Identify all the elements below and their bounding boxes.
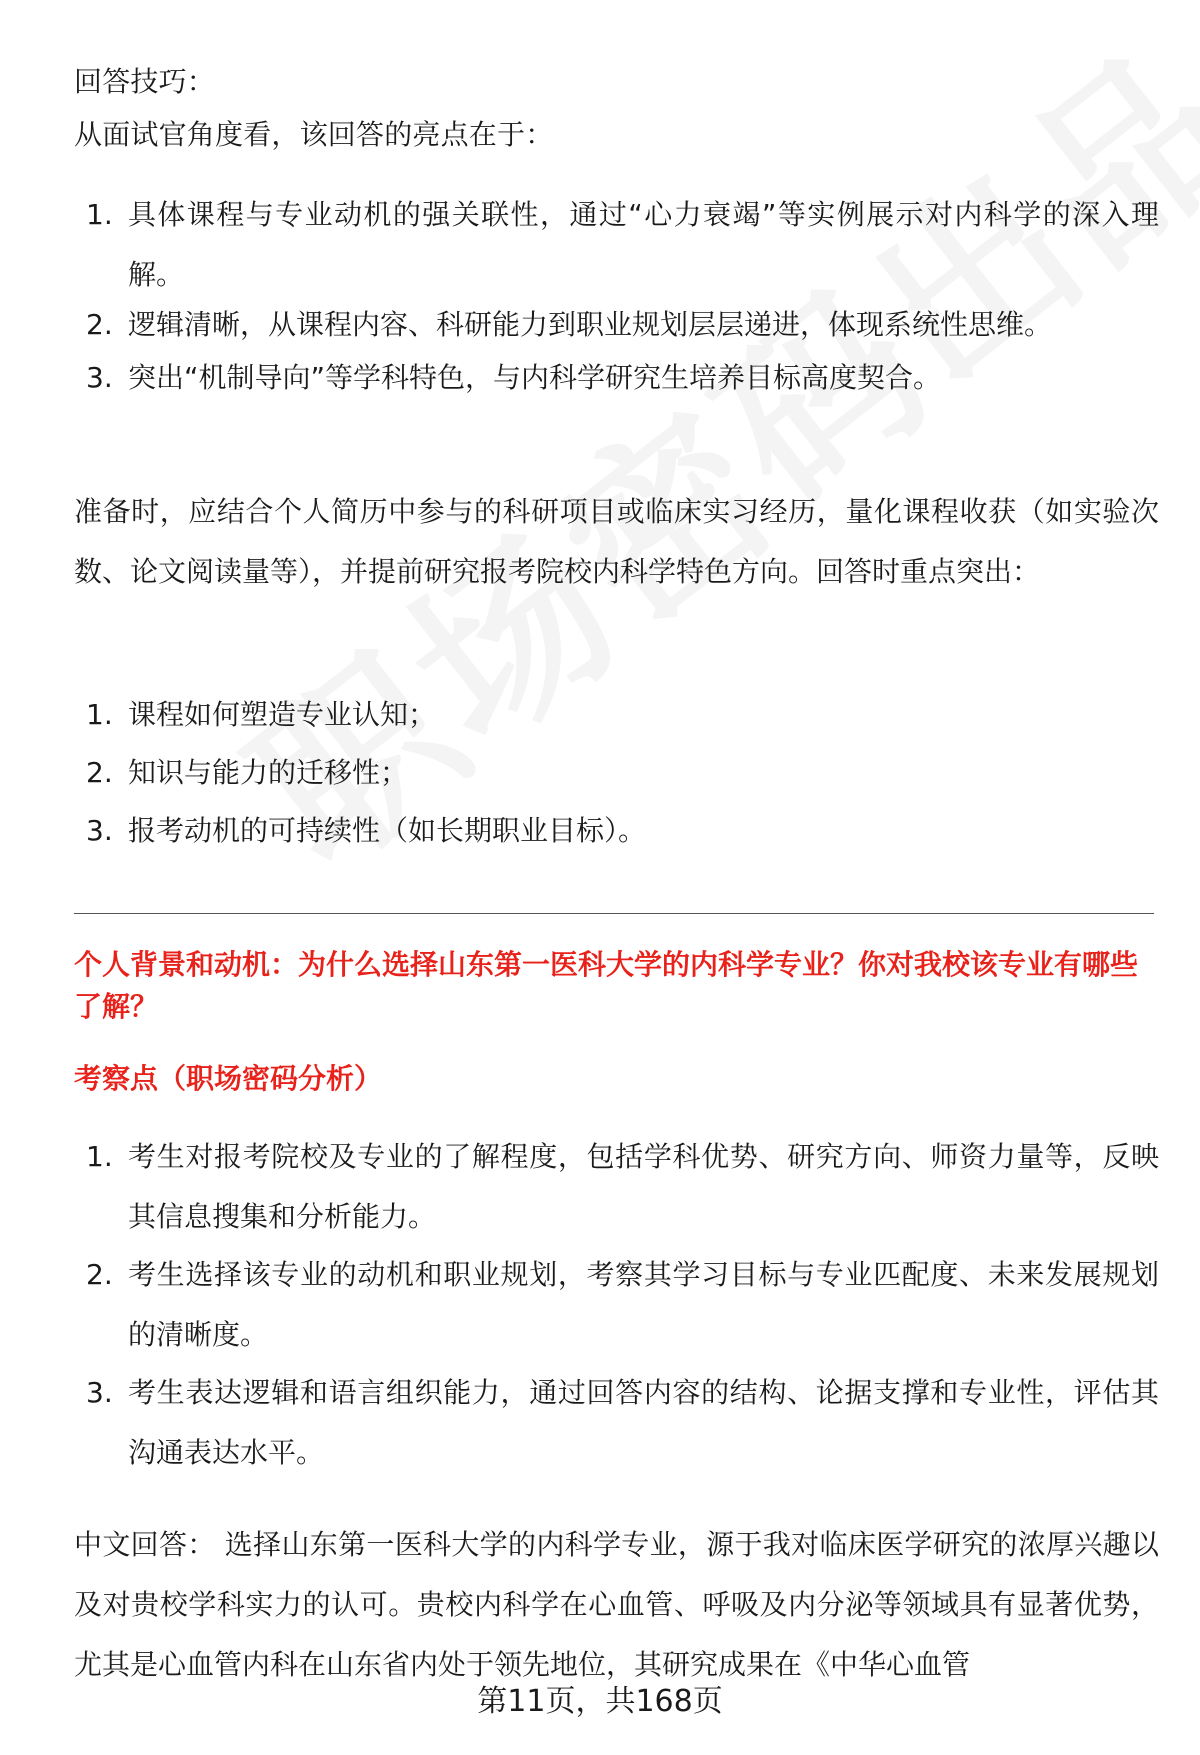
list-item — [74, 185, 1159, 305]
list-text: 逻辑清晰，从课程内容、科研能力到职业规划层层递进，体现系统性思维。 — [128, 308, 1053, 341]
highlights-intro: 从面试官角度看，该回答的亮点在于： — [74, 118, 554, 151]
list-item — [74, 743, 1159, 803]
list-number: 1. — [86, 198, 113, 231]
list-item — [74, 295, 1159, 355]
page-indicator: 第11页，共168页 — [477, 1684, 723, 1719]
assess-title: 考察点（职场密码分析） — [74, 1062, 383, 1095]
list-item — [74, 1245, 1159, 1365]
list-number: 2. — [86, 756, 113, 789]
list-text: 课程如何塑造专业认知； — [128, 698, 437, 731]
section-divider — [74, 913, 1154, 914]
list-number: 1. — [86, 698, 113, 731]
list-number: 3. — [86, 361, 113, 394]
list-text: 突出“机制导向”等学科特色，与内科学研究生培养目标高度契合。 — [128, 361, 942, 394]
prep-paragraph: 准备时，应结合个人简历中参与的科研项目或临床实习经历，量化课程收获（如实验次数、论文阅读量等），并提前研究报考院校内科学特色方向。回答时重点突出： — [74, 495, 1159, 588]
list-text: 考生表达逻辑和语言组织能力，通过回答内容的结构、论据支撑和专业性，评估其沟通表达水平。 — [128, 1376, 1159, 1469]
list-text: 报考动机的可持续性（如长期职业目标）。 — [128, 814, 647, 847]
list-text: 考生对报考院校及专业的了解程度，包括学科优势、研究方向、师资力量等，反映其信息搜集和分析能力。 — [128, 1140, 1159, 1233]
list-number: 2. — [86, 1258, 113, 1291]
list-number: 1. — [86, 1140, 113, 1173]
list-text: 知识与能力的迁移性； — [128, 756, 409, 789]
list-item — [74, 348, 1159, 408]
list-number: 2. — [86, 308, 113, 341]
list-item — [74, 685, 1159, 745]
list-text: 具体课程与专业动机的强关联性，通过“心力衰竭”等实例展示对内科学的深入理解。 — [128, 198, 1159, 291]
answer-paragraph: 中文回答： 选择山东第一医科大学的内科学专业，源于我对临床医学研究的浓厚兴趣以及对贵校学科实力的认可。贵校内科学在心血管、呼吸及内分泌等领域具有显著优势，尤其是心血管内科在山东省内处于领先地位，其研究成果在《中华心血管 — [74, 1528, 1159, 1681]
question-heading: 个人背景和动机：为什么选择山东第一医科大学的内科学专业？你对我校该专业有哪些了解？ — [74, 948, 1139, 1023]
list-item — [74, 801, 1159, 861]
list-item — [74, 1363, 1159, 1483]
list-item — [74, 1127, 1159, 1247]
list-number: 3. — [86, 1376, 113, 1409]
list-text: 考生选择该专业的动机和职业规划，考察其学习目标与专业匹配度、未来发展规划的清晰度。 — [128, 1258, 1159, 1351]
tips-label: 回答技巧： — [74, 65, 216, 98]
list-number: 3. — [86, 814, 113, 847]
